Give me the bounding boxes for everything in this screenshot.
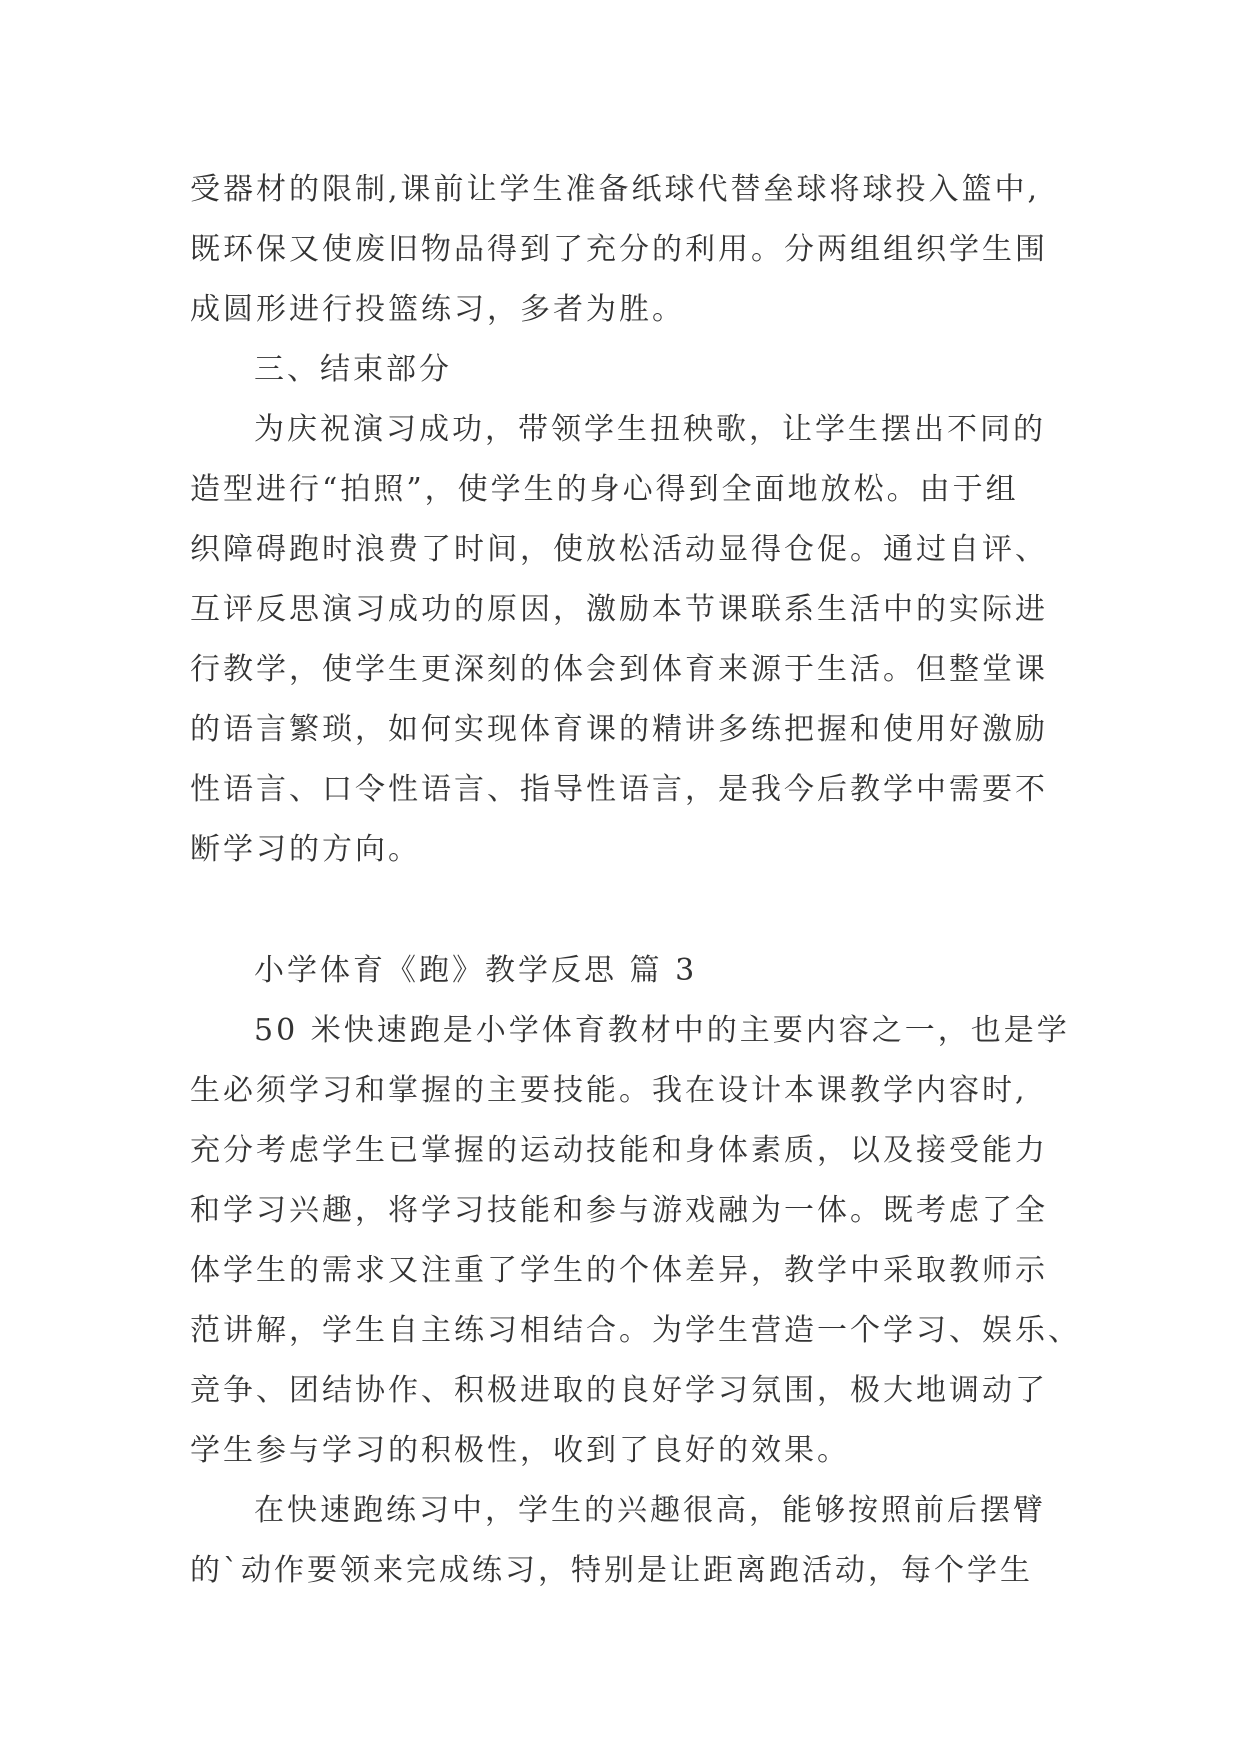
text-line: 50 米快速跑是小学体育教材中的主要内容之一，也是学: [254, 1013, 1070, 1048]
text-line: 充分考虑学生已掌握的运动技能和身体素质，以及接受能力: [190, 1133, 1048, 1168]
text-line: 在快速跑练习中，学生的兴趣很高，能够按照前后摆臂: [254, 1493, 1046, 1528]
text-line: 互评反思演习成功的原因，激励本节课联系生活中的实际进: [190, 592, 1048, 627]
text-line: 既环保又使废旧物品得到了充分的利用。分两组组织学生围: [190, 232, 1048, 267]
text-line: 体学生的需求又注重了学生的个体差异，教学中采取教师示: [190, 1253, 1048, 1288]
text-line: 和学习兴趣，将学习技能和参与游戏融为一体。既考虑了全: [190, 1193, 1048, 1228]
paragraph-1: [190, 160, 1070, 340]
text-line: 的`动作要领来完成练习，特别是让距离跑活动，每个学生: [190, 1553, 1033, 1588]
document-body: [190, 160, 1081, 1601]
text-line: 的语言繁琐，如何实现体育课的精讲多练把握和使用好激励: [190, 712, 1048, 747]
paragraph-gap: [190, 880, 1070, 941]
text-line: 行教学，使学生更深刻的体会到体育来源于生活。但整堂课: [190, 652, 1048, 687]
text-line: 受器材的限制,课前让学生准备纸球代替垒球将球投入篮中,: [190, 172, 1041, 207]
text-line: 竞争、团结协作、积极进取的良好学习氛围，极大地调动了: [190, 1373, 1048, 1408]
text-line: 范讲解，学生自主练习相结合。为学生营造一个学习、娱乐、: [190, 1313, 1081, 1348]
paragraph-4: [190, 1481, 1070, 1601]
text-line: 织障碍跑时浪费了时间，使放松活动显得仓促。通过自评、: [190, 532, 1048, 567]
paragraph-2: [190, 400, 1070, 880]
text-line: 学生参与学习的积极性，收到了良好的效果。: [190, 1433, 850, 1468]
text-line: 造型进行“拍照”，使学生的身心得到全面地放松。由于组: [190, 472, 1019, 507]
text-line: 成圆形进行投篮练习，多者为胜。: [190, 292, 685, 327]
text-line: 生必须学习和掌握的主要技能。我在设计本课教学内容时,: [190, 1073, 1028, 1108]
paragraph-3: [190, 1001, 1081, 1481]
article-title: 小学体育《跑》教学反思 篇 3: [254, 953, 698, 988]
text-line: 为庆祝演习成功，带领学生扭秧歌，让学生摆出不同的: [254, 412, 1046, 447]
section-heading: 三、结束部分: [254, 352, 452, 387]
text-line: 断学习的方向。: [190, 832, 421, 867]
text-line: 性语言、口令性语言、指导性语言，是我今后教学中需要不: [190, 772, 1048, 807]
